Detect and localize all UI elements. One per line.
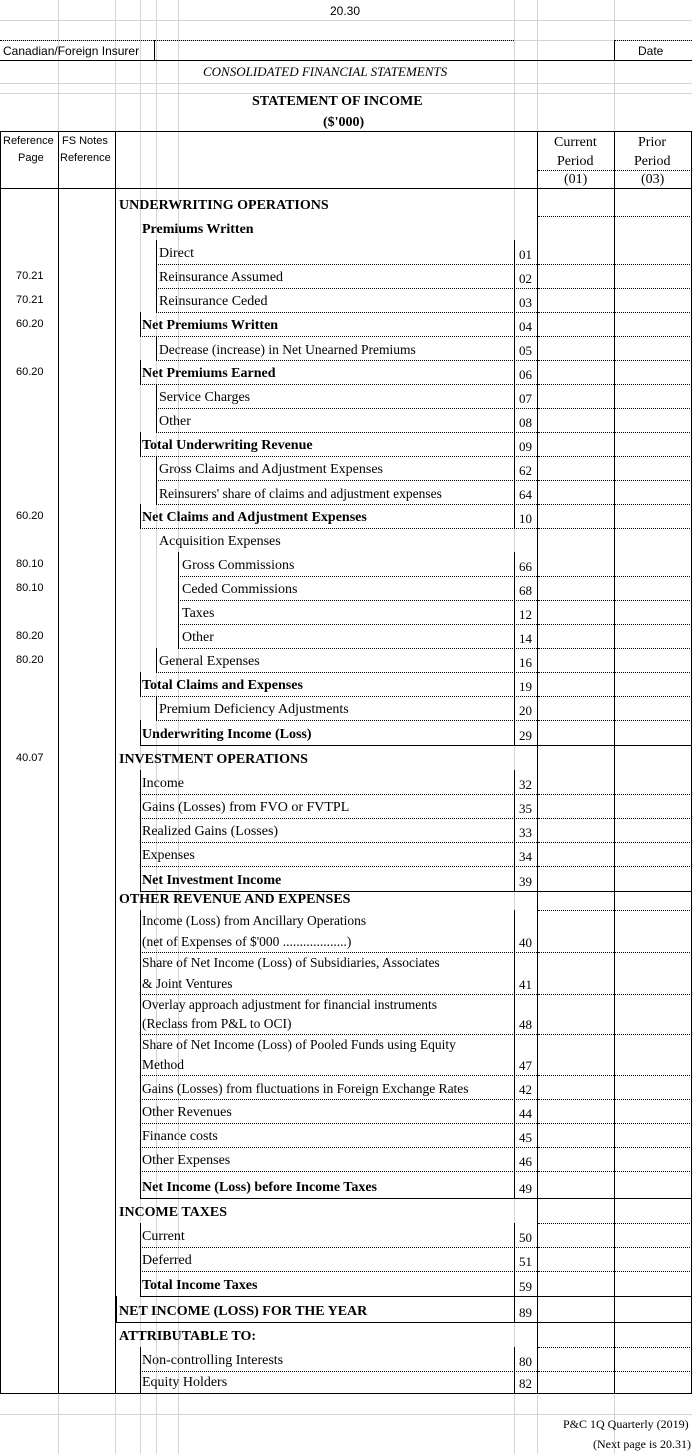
- ref-page: 60.20: [16, 318, 44, 330]
- line-code: 82: [519, 1376, 532, 1391]
- row-label: Ceded Commissions: [182, 582, 298, 597]
- row-label: Reinsurance Assumed: [159, 270, 284, 285]
- ref-page: 60.20: [16, 510, 44, 522]
- insurer-label: Canadian/Foreign Insurer: [3, 44, 140, 58]
- line-code: 50: [519, 1230, 532, 1245]
- row-label: Realized Gains (Losses): [142, 824, 279, 839]
- line-code: 62: [519, 463, 532, 478]
- row-label: Finance costs: [142, 1129, 218, 1144]
- statement-title: STATEMENT OF INCOME: [252, 94, 423, 109]
- row-label: Gross Claims and Adjustment Expenses: [159, 462, 383, 477]
- row-label: Total Underwriting Revenue: [142, 438, 313, 453]
- line-code: 05: [519, 343, 532, 358]
- prior-period-header-1: Prior: [638, 135, 666, 150]
- current-period-header-1: Current: [554, 135, 597, 150]
- ref-page: 70.21: [16, 294, 44, 306]
- line-code: 64: [519, 487, 532, 502]
- row-label: Decrease (increase) in Net Unearned Premiums: [159, 342, 416, 357]
- line-code: 16: [519, 655, 532, 670]
- line-code: 59: [519, 1279, 532, 1294]
- row-label-line2: (net of Expenses of $'000 ...................): [142, 934, 352, 949]
- form-footer-next-page: (Next page is 20.31): [593, 1437, 691, 1451]
- current-period-header-2: Period: [557, 154, 594, 169]
- line-code: 48: [519, 1017, 532, 1032]
- line-code: 20: [519, 703, 532, 718]
- row-label: General Expenses: [159, 654, 260, 669]
- line-code: 06: [519, 367, 532, 382]
- row-label: Taxes: [182, 606, 215, 621]
- row-label: Non-controlling Interests: [142, 1353, 284, 1368]
- row-label-line2: Method: [142, 1057, 184, 1072]
- line-code: 32: [519, 777, 532, 792]
- row-label: Expenses: [142, 848, 195, 863]
- line-code: 34: [519, 849, 532, 864]
- line-code: 09: [519, 439, 532, 454]
- ref-page: 60.20: [16, 366, 44, 378]
- line-code: 02: [519, 271, 532, 286]
- row-label: Other: [182, 630, 214, 645]
- row-label: Overlay approach adjustment for financial instruments: [142, 997, 438, 1012]
- row-label: Share of Net Income (Loss) of Pooled Funds using Equity: [142, 1037, 456, 1052]
- line-code: 47: [519, 1058, 532, 1073]
- line-code: 51: [519, 1254, 532, 1269]
- row-label: Underwriting Income (Loss): [142, 727, 312, 742]
- prior-period-header-3: (03): [641, 172, 665, 187]
- prior-period-header-2: Period: [634, 154, 671, 169]
- current-period-header-3: (01): [564, 172, 588, 187]
- line-code: 04: [519, 319, 532, 334]
- page-number: 20.30: [330, 4, 361, 18]
- row-label: Share of Net Income (Loss) of Subsidiaries, Associates: [142, 955, 440, 970]
- row-label: Net Premiums Earned: [142, 366, 276, 381]
- row-label: Net Income (Loss) before Income Taxes: [142, 1180, 377, 1195]
- line-code: 49: [519, 1181, 532, 1196]
- row-label: Total Income Taxes: [142, 1278, 258, 1293]
- line-code: 89: [519, 1305, 532, 1320]
- ref-page: 80.10: [16, 558, 44, 570]
- row-label: Equity Holders: [142, 1375, 228, 1390]
- line-code: 01: [519, 247, 532, 262]
- line-code: 39: [519, 874, 532, 889]
- row-label: Acquisition Expenses: [159, 534, 281, 549]
- line-code: 42: [519, 1082, 532, 1097]
- line-code: 35: [519, 801, 532, 816]
- line-code: 08: [519, 415, 532, 430]
- ref-page-header-1: Reference: [3, 135, 54, 147]
- row-label: NET INCOME (LOSS) FOR THE YEAR: [119, 1304, 368, 1319]
- row-label: Income: [142, 776, 184, 791]
- row-label: Premiums Written: [142, 222, 254, 237]
- form-footer-title: P&C 1Q Quarterly (2019): [563, 1417, 689, 1431]
- row-label: Other: [159, 414, 191, 429]
- line-code: 14: [519, 631, 532, 646]
- ref-page-header-2: Page: [18, 152, 44, 164]
- ref-page: 40.07: [16, 752, 44, 764]
- row-label: Premium Deficiency Adjustments: [159, 702, 349, 717]
- line-code: 80: [519, 1354, 532, 1369]
- row-label: Net Investment Income: [142, 873, 282, 888]
- row-label: ATTRIBUTABLE TO:: [119, 1329, 257, 1344]
- fs-notes-header-2: Reference: [60, 152, 111, 164]
- row-label: INVESTMENT OPERATIONS: [119, 752, 308, 767]
- line-code: 68: [519, 583, 532, 598]
- row-label: Gross Commissions: [182, 558, 295, 573]
- row-label: Gains (Losses) from FVO or FVTPL: [142, 800, 350, 815]
- line-code: 12: [519, 607, 532, 622]
- row-label: Gains (Losses) from fluctuations in Foreign Exchange Rates: [142, 1081, 469, 1096]
- line-code: 29: [519, 728, 532, 743]
- row-label: Reinsurance Ceded: [159, 294, 268, 309]
- ref-page: 80.10: [16, 582, 44, 594]
- ref-page: 70.21: [16, 270, 44, 282]
- line-code: 33: [519, 825, 532, 840]
- line-code: 41: [519, 977, 532, 992]
- row-label-line2: & Joint Ventures: [142, 976, 233, 991]
- row-label: Other Expenses: [142, 1153, 231, 1168]
- row-label: Current: [142, 1229, 185, 1244]
- row-label: Total Claims and Expenses: [142, 678, 303, 693]
- line-code: 40: [519, 935, 532, 950]
- units-label: ($'000): [323, 115, 365, 130]
- line-code: 44: [519, 1106, 532, 1121]
- line-code: 66: [519, 559, 532, 574]
- line-code: 10: [519, 511, 532, 526]
- date-label: Date: [638, 44, 664, 58]
- row-label: Net Claims and Adjustment Expenses: [142, 510, 367, 525]
- row-label: Deferred: [142, 1253, 192, 1268]
- line-code: 03: [519, 295, 532, 310]
- row-label: Service Charges: [159, 390, 251, 405]
- row-label-line2: (Reclass from P&L to OCI): [142, 1016, 292, 1031]
- ref-page: 80.20: [16, 654, 44, 666]
- row-label: Other Revenues: [142, 1105, 232, 1120]
- row-label: Direct: [159, 246, 194, 261]
- statements-subtitle: CONSOLIDATED FINANCIAL STATEMENTS: [203, 64, 448, 79]
- row-label: Reinsurers' share of claims and adjustment expenses: [159, 486, 442, 501]
- row-label: Income (Loss) from Ancillary Operations: [142, 913, 367, 928]
- statement-table: [0, 131, 692, 1394]
- ref-page: 80.20: [16, 630, 44, 642]
- line-code: 46: [519, 1154, 532, 1169]
- row-label: UNDERWRITING OPERATIONS: [119, 198, 329, 213]
- line-code: 07: [519, 391, 532, 406]
- line-code: 45: [519, 1130, 532, 1145]
- line-code: 19: [519, 679, 532, 694]
- row-label: INCOME TAXES: [119, 1205, 228, 1220]
- fs-notes-header-1: FS Notes: [62, 135, 108, 147]
- row-label: OTHER REVENUE AND EXPENSES: [119, 892, 351, 907]
- row-label: Net Premiums Written: [142, 318, 279, 333]
